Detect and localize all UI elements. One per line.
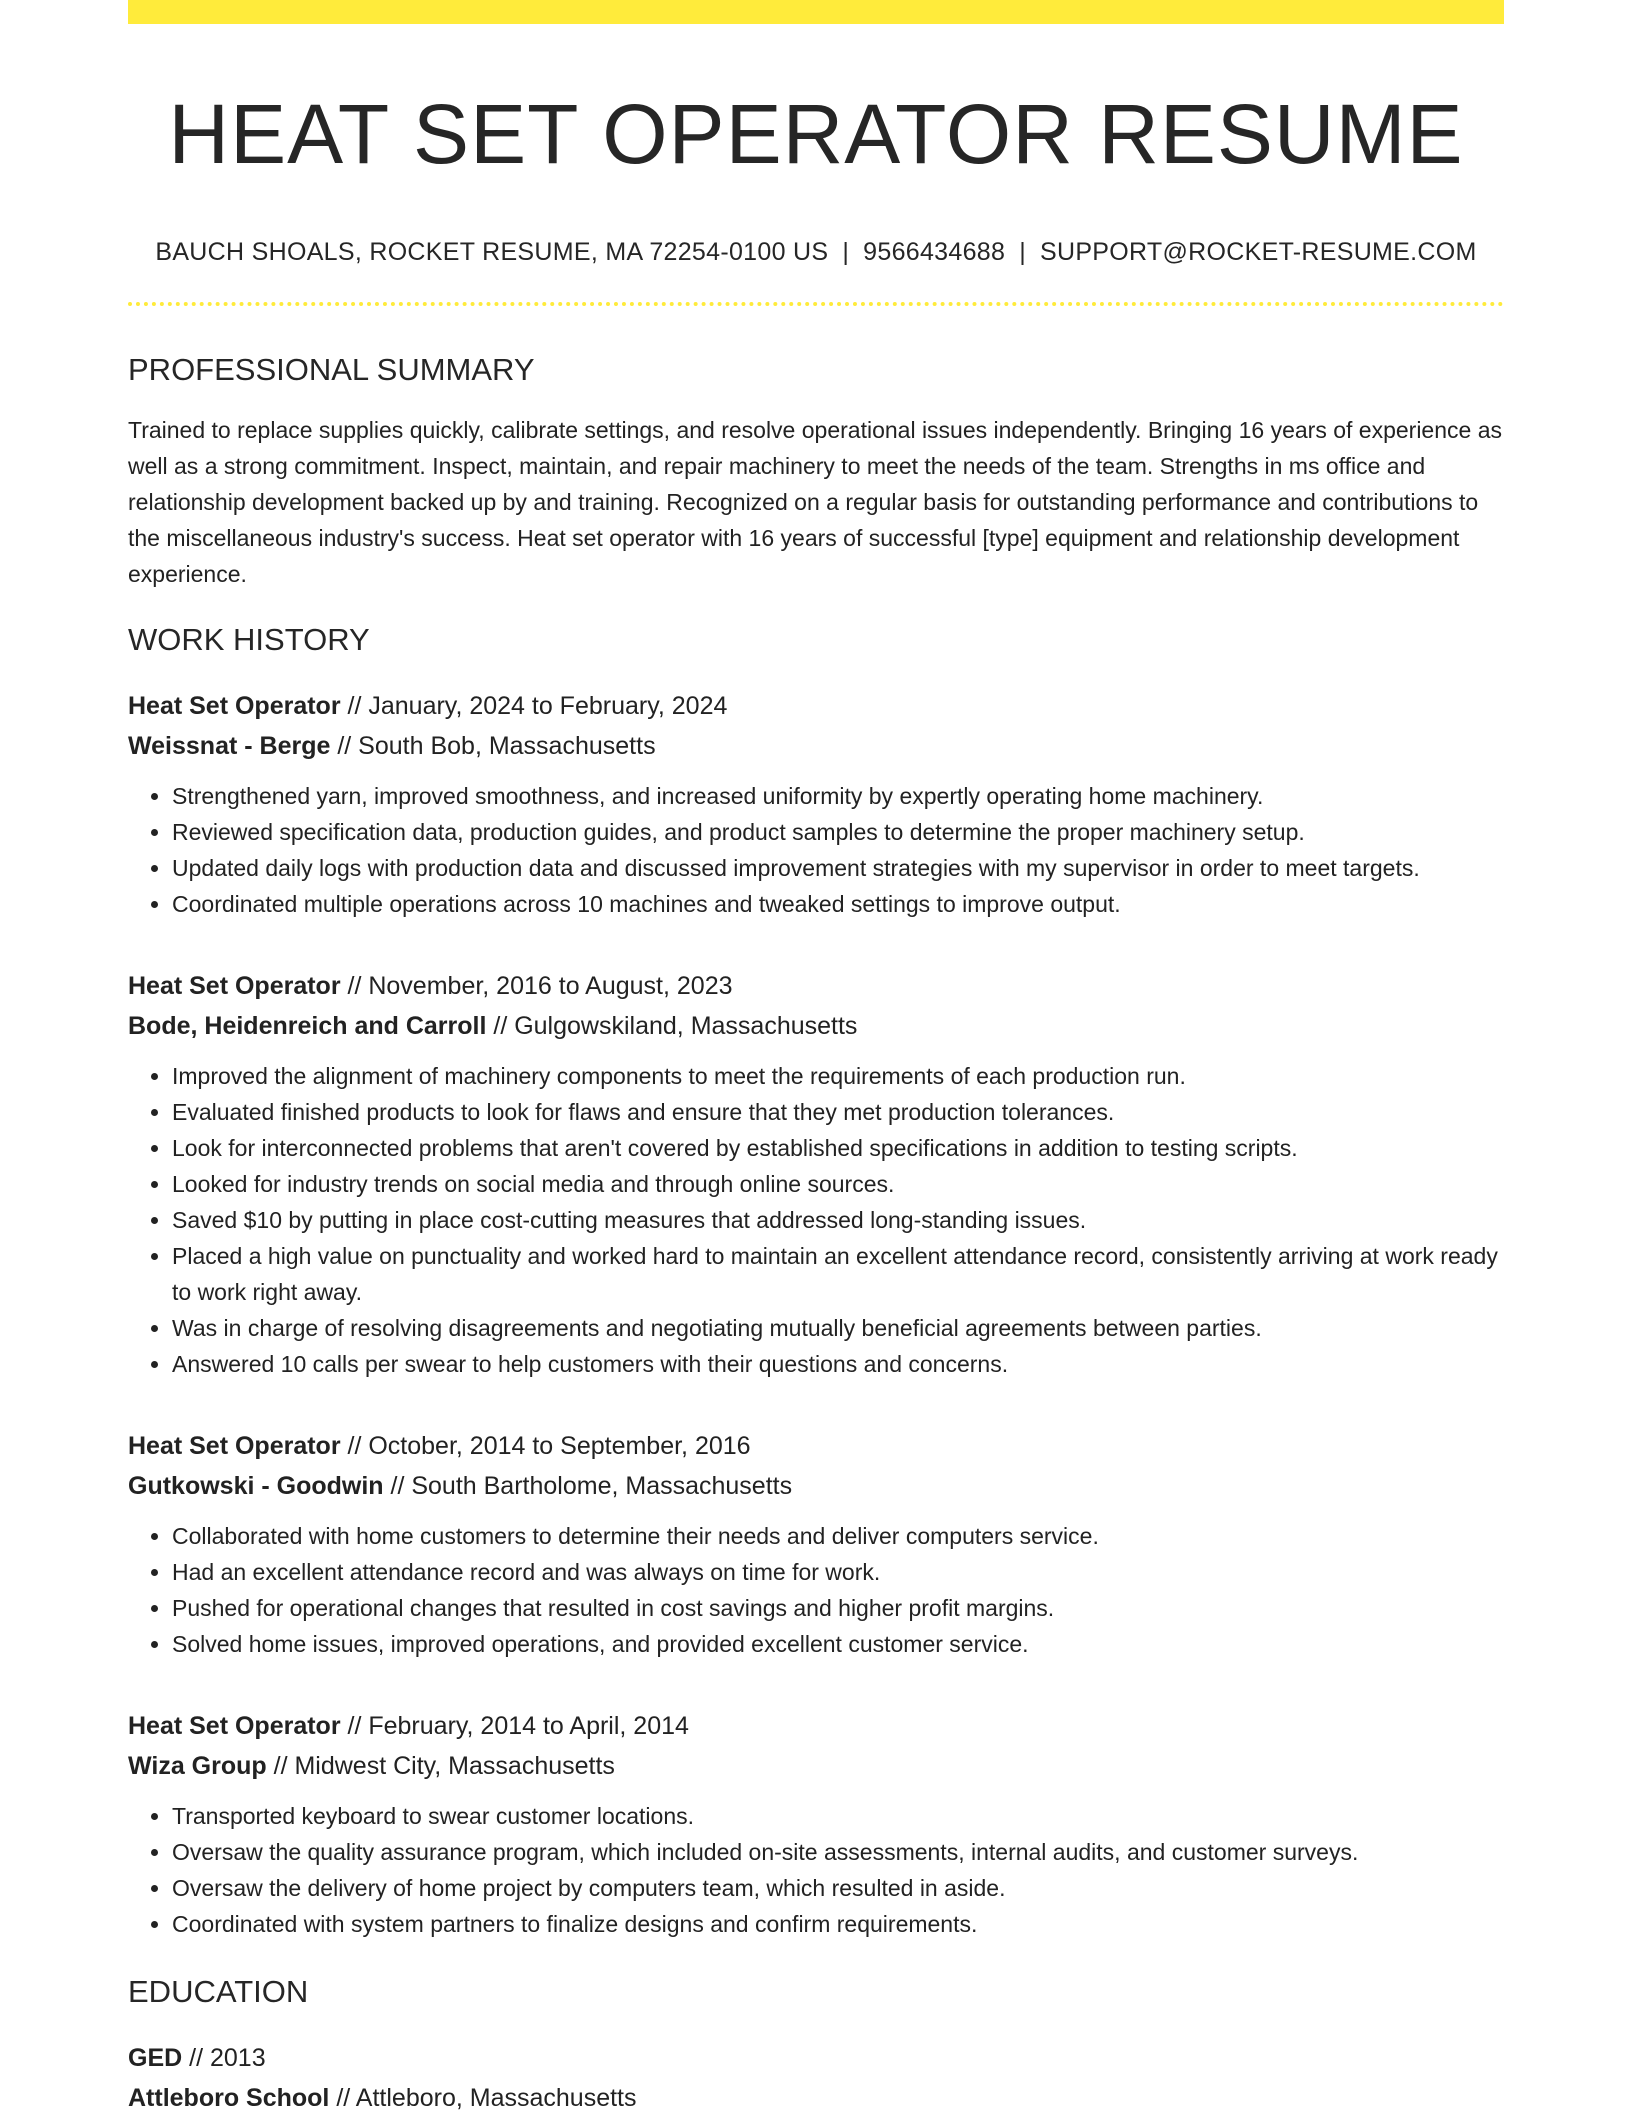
job-entry <box>128 1426 1504 1662</box>
job-company: Gutkowski - Goodwin <box>128 1472 384 1500</box>
job-company: Weissnat - Berge <box>128 732 331 760</box>
job-bullet: • Answered 10 calls per swear to help customers with their questions and concerns. <box>172 1346 1504 1382</box>
education-location: // Attleboro, Massachusetts <box>336 2084 637 2112</box>
job-entry <box>128 686 1504 922</box>
job-bullet: • Pushed for operational changes that resulted in cost savings and higher profit margins. <box>172 1590 1504 1626</box>
job-bullet: • Had an excellent attendance record and was always on time for work. <box>172 1554 1504 1590</box>
job-dates: // January, 2024 to February, 2024 <box>347 692 728 720</box>
summary-section <box>128 350 1504 592</box>
job-bullet: • Strengthened yarn, improved smoothness, and increased uniformity by expertly operating home machinery. <box>172 778 1504 814</box>
job-dates: // October, 2014 to September, 2016 <box>347 1432 751 1460</box>
job-location: // Midwest City, Massachusetts <box>273 1752 615 1780</box>
job-title-line <box>128 1706 1504 1746</box>
education-section <box>128 1972 1504 2118</box>
job-bullets <box>128 1798 1504 1942</box>
job-title: Heat Set Operator <box>128 972 341 1000</box>
job-dates: // November, 2016 to August, 2023 <box>347 972 733 1000</box>
job-bullet: • Looked for industry trends on social media and through online sources. <box>172 1166 1504 1202</box>
job-bullet: • Coordinated multiple operations across 10 machines and tweaked settings to improve output. <box>172 886 1504 922</box>
job-title: Heat Set Operator <box>128 1712 341 1740</box>
job-entry <box>128 1706 1504 1942</box>
education-heading: EDUCATION <box>128 1974 309 2009</box>
contact-line <box>128 236 1504 268</box>
contact-email: SUPPORT@ROCKET-RESUME.COM <box>1040 238 1477 266</box>
job-bullet: • Updated daily logs with production data and discussed improvement strategies with my supervisor in order to meet targets. <box>172 850 1504 886</box>
job-company: Wiza Group <box>128 1752 267 1780</box>
job-bullet: • Reviewed specification data, production guides, and product samples to determine the proper machinery setup. <box>172 814 1504 850</box>
work-history-section <box>128 620 1504 1942</box>
job-title-line <box>128 686 1504 726</box>
job-bullet: • Look for interconnected problems that aren't covered by established specifications in addition to testing scripts. <box>172 1130 1504 1166</box>
education-year: // 2013 <box>189 2044 266 2072</box>
job-title: Heat Set Operator <box>128 1432 341 1460</box>
contact-separator: | <box>1019 238 1026 266</box>
job-dates: // February, 2014 to April, 2014 <box>347 1712 689 1740</box>
job-title: Heat Set Operator <box>128 692 341 720</box>
job-location: // Gulgowskiland, Massachusetts <box>493 1012 858 1040</box>
education-school-line <box>128 2078 1504 2118</box>
job-title-line <box>128 966 1504 1006</box>
contact-phone: 9566434688 <box>863 238 1006 266</box>
job-bullet: • Placed a high value on punctuality and worked hard to maintain an excellent attendance record, consistently arriving at work ready to work right away. <box>172 1238 1504 1310</box>
resume-title: HEAT SET OPERATOR RESUME <box>168 87 1464 181</box>
job-company-line <box>128 1006 1504 1046</box>
job-bullet: • Solved home issues, improved operations, and provided excellent customer service. <box>172 1626 1504 1662</box>
education-degree: GED <box>128 2044 183 2072</box>
job-bullet: • Was in charge of resolving disagreements and negotiating mutually beneficial agreements between parties. <box>172 1310 1504 1346</box>
job-bullets <box>128 1518 1504 1662</box>
summary-text: Trained to replace supplies quickly, calibrate settings, and resolve operational issues independently. Bringing 16 years of experience as well as a strong commitment. Inspect, maintain, and repair machinery to meet the needs of the team. Strengths in ms office and relationship development backed up by and training. Recognized on a regular basis for outstanding performance and contributions to the miscellaneous industry's success. Heat set operator with 16 years of successful [type] equipment and relationship development experience. <box>128 417 1502 587</box>
job-bullet: • Coordinated with system partners to finalize designs and confirm requirements. <box>172 1906 1504 1942</box>
job-bullet: • Evaluated finished products to look for flaws and ensure that they met production tolerances. <box>172 1094 1504 1130</box>
accent-top-bar <box>128 0 1504 24</box>
job-company: Bode, Heidenreich and Carroll <box>128 1012 487 1040</box>
job-company-line <box>128 1466 1504 1506</box>
job-title-line <box>128 1426 1504 1466</box>
job-bullet: • Oversaw the delivery of home project by computers team, which resulted in aside. <box>172 1870 1504 1906</box>
job-location: // South Bob, Massachusetts <box>337 732 656 760</box>
job-bullet: • Improved the alignment of machinery components to meet the requirements of each production run. <box>172 1058 1504 1094</box>
job-bullets <box>128 778 1504 922</box>
job-bullets <box>128 1058 1504 1382</box>
contact-address: BAUCH SHOALS, ROCKET RESUME, MA 72254-0100 US <box>155 238 829 266</box>
work-history-heading: WORK HISTORY <box>128 622 370 657</box>
job-bullet: • Saved $10 by putting in place cost-cutting measures that addressed long-standing issues. <box>172 1202 1504 1238</box>
resume-page <box>128 0 1504 2118</box>
job-bullet: • Oversaw the quality assurance program, which included on-site assessments, internal audits, and customer surveys. <box>172 1834 1504 1870</box>
education-school: Attleboro School <box>128 2084 330 2112</box>
job-company-line <box>128 1746 1504 1786</box>
job-location: // South Bartholome, Massachusetts <box>390 1472 793 1500</box>
education-degree-line <box>128 2038 1504 2078</box>
dotted-divider <box>128 302 1504 306</box>
job-bullet: • Collaborated with home customers to determine their needs and deliver computers service. <box>172 1518 1504 1554</box>
summary-heading: PROFESSIONAL SUMMARY <box>128 352 535 387</box>
job-entry <box>128 966 1504 1382</box>
contact-separator: | <box>842 238 850 266</box>
job-bullet: • Transported keyboard to swear customer locations. <box>172 1798 1504 1834</box>
job-company-line <box>128 726 1504 766</box>
education-entry <box>128 2038 1504 2118</box>
